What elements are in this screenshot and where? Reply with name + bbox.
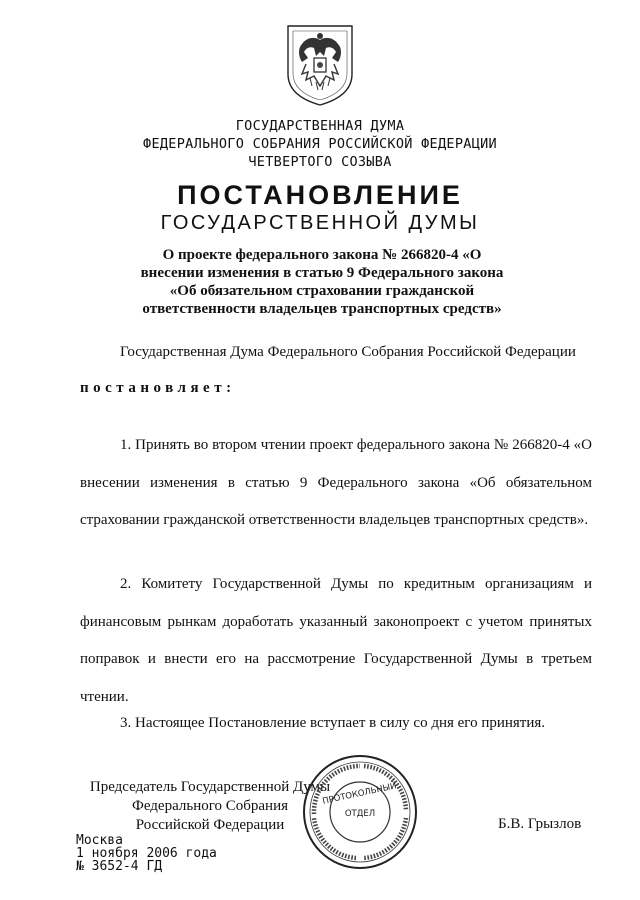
signatory-title-line3: Российской Федерации bbox=[135, 817, 285, 833]
stamp-ring-text: ПРОТОКОЛЬНЫЙ bbox=[321, 781, 398, 807]
coat-of-arms-emblem bbox=[284, 22, 356, 108]
official-stamp bbox=[300, 752, 420, 872]
paragraph-1: 1. Принять во втором чтении проект федерального закона № 266820-4 «О внесении изменения в статью 9 Федерального закона «Об обязательном страховании гражданской ответственности владельцев транспортных средств». bbox=[80, 437, 592, 528]
signatory-title-line1: Председатель Государственной Думы bbox=[89, 779, 331, 795]
issue-date: 1 ноября 2006 года bbox=[76, 846, 217, 861]
signatory-name: Б.В. Грызлов bbox=[498, 816, 582, 832]
convocation: ЧЕТВЕРТОГО СОЗЫВА bbox=[248, 154, 392, 170]
assembly-name: ФЕДЕРАЛЬНОГО СОБРАНИЯ РОССИЙСКОЙ ФЕДЕРАЦИИ bbox=[143, 136, 497, 152]
parliament-name: ГОСУДАРСТВЕННАЯ ДУМА bbox=[235, 118, 405, 134]
preamble: Государственная Дума Федерального Собрания Российской Федерации bbox=[120, 344, 576, 360]
document-number: № 3652-4 ГД bbox=[76, 859, 163, 874]
resolution-caption: О проекте федерального закона № 266820-4 «О внесении изменения в статью 9 Федерального закона «Об обязательном страховании гражданской ответственности владельцев транспортных средств» bbox=[140, 247, 504, 317]
document-title: ПОСТАНОВЛЕНИЕ bbox=[177, 180, 463, 210]
document-subtitle: ГОСУДАРСТВЕННОЙ ДУМЫ bbox=[160, 212, 480, 234]
paragraph-2: 2. Комитету Государственной Думы по кредитным организациям и финансовым рынкам доработать указанный законопроект с учетом принятых поправок и внести его на рассмотрение Государственной Думы в третьем чтении. bbox=[80, 576, 592, 705]
resolves-word: постановляет: bbox=[80, 380, 236, 396]
issue-city: Москва bbox=[76, 833, 123, 848]
stamp-center-text: ОТДЕЛ bbox=[344, 809, 376, 819]
paragraph-3: 3. Настоящее Постановление вступает в силу со дня его принятия. bbox=[120, 715, 546, 731]
signatory-title-line2: Федерального Собрания bbox=[131, 798, 289, 814]
